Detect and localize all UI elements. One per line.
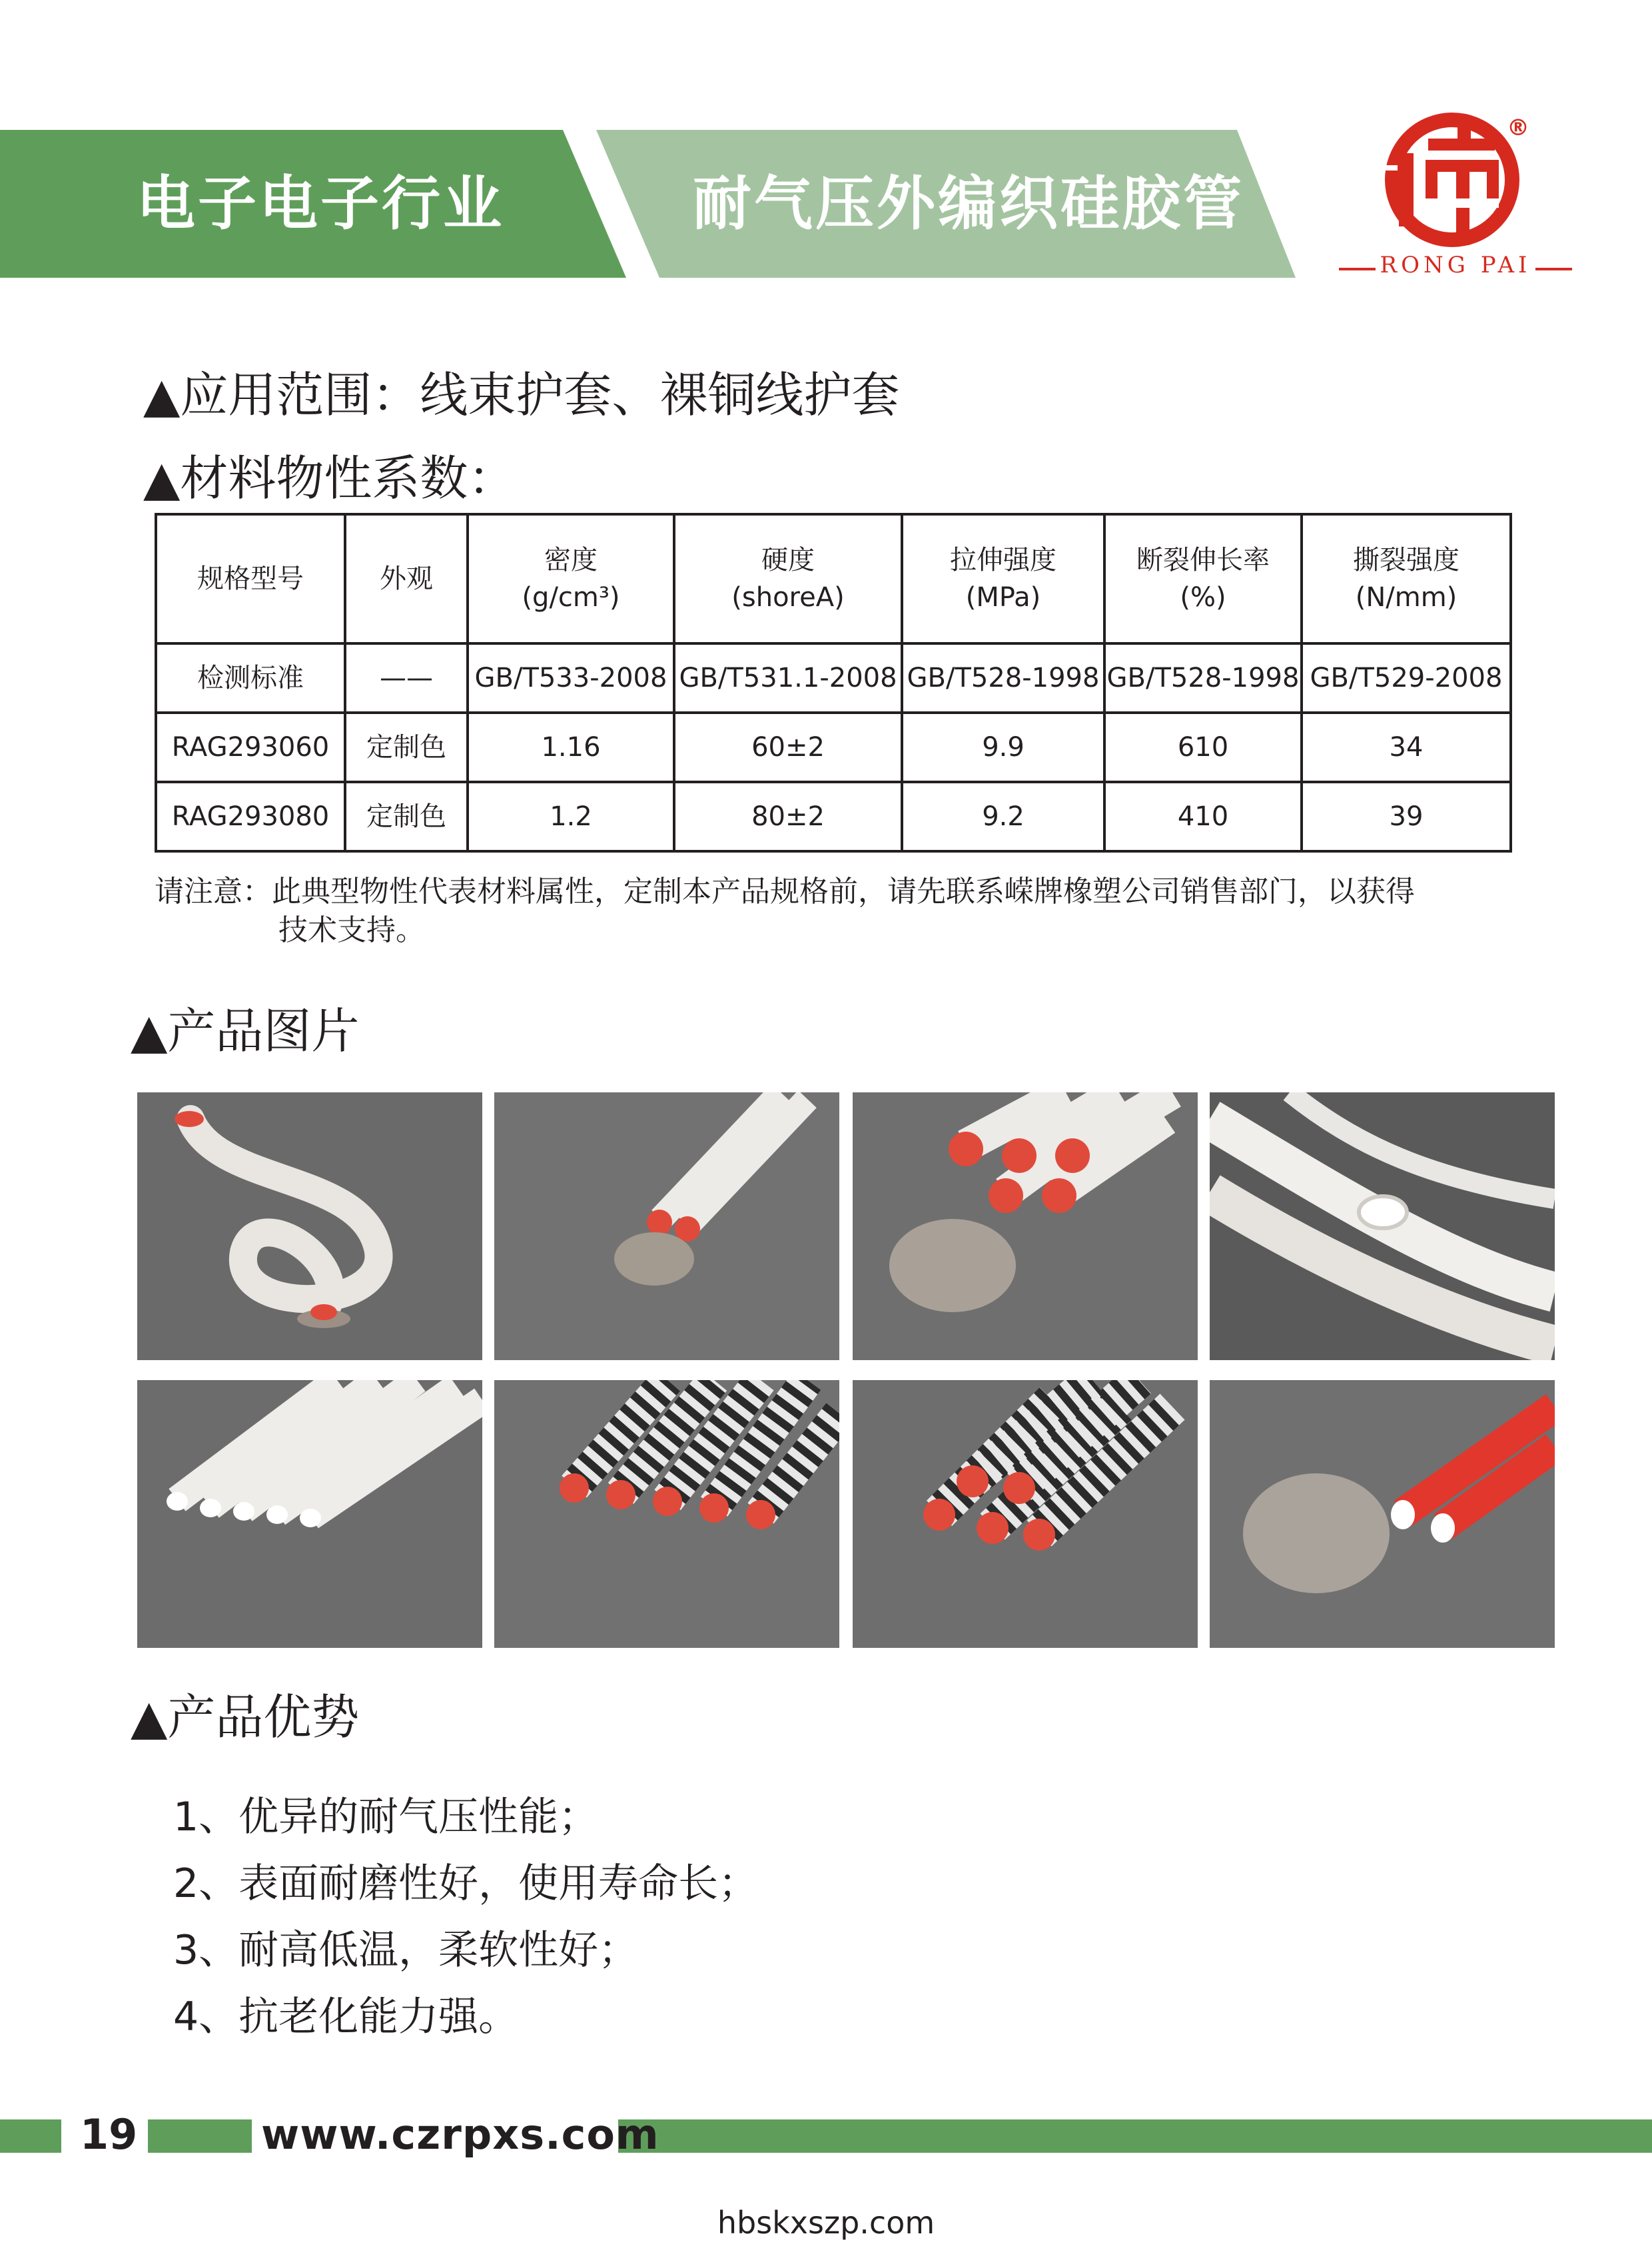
table-cell: 检测标准 xyxy=(156,643,345,713)
industry-title: 电子电子行业 xyxy=(137,169,505,238)
table-cell: 1.2 xyxy=(468,782,674,851)
table-cell: 610 xyxy=(1104,713,1302,782)
product-title: 耐气压外编织硅胶管 xyxy=(693,169,1245,238)
material-heading: ▲材料物性系数： xyxy=(143,450,516,506)
application-heading: ▲应用范围：线束护套、裸铜线护套 xyxy=(143,367,900,423)
product-photo-8 xyxy=(1210,1380,1555,1648)
table-cell: 410 xyxy=(1104,782,1302,851)
table-cell: GB/T528-1998 xyxy=(902,643,1104,713)
table-cell: GB/T528-1998 xyxy=(1104,643,1302,713)
note-text-continued: 技术支持。 xyxy=(278,913,425,947)
header-cell: 硬度 (shoreA) xyxy=(674,514,902,643)
advantage-item: 3、耐高低温，柔软性好； xyxy=(173,1927,639,1974)
product-photo-1 xyxy=(137,1092,482,1360)
product-photo-4 xyxy=(1210,1092,1555,1360)
product-photo-7 xyxy=(853,1380,1198,1648)
table-cell: 定制色 xyxy=(345,782,468,851)
table-cell: RAG293060 xyxy=(156,713,345,782)
table-cell: RAG293080 xyxy=(156,782,345,851)
table-cell: 60±2 xyxy=(674,713,902,782)
footer-bar-right xyxy=(618,2119,1652,2153)
table-cell: 80±2 xyxy=(674,782,902,851)
bottom-url: hbskxszp.com xyxy=(717,2205,935,2241)
advantage-item: 2、表面耐磨性好，使用寿命长； xyxy=(173,1860,759,1907)
table-cell: 1.16 xyxy=(468,713,674,782)
table-cell: GB/T529-2008 xyxy=(1302,643,1511,713)
header-cell: 断裂伸长率 (%) xyxy=(1104,514,1302,643)
footer-bar-middle xyxy=(148,2119,252,2153)
table-cell: 9.9 xyxy=(902,713,1104,782)
product-photo-5 xyxy=(137,1380,482,1648)
product-photo-3 xyxy=(853,1092,1198,1360)
product-photo-2 xyxy=(494,1092,839,1360)
footer-website-link[interactable]: www.czrpxs.com xyxy=(261,2110,659,2159)
photos-heading: ▲产品图片 xyxy=(131,1003,360,1059)
table-cell: 34 xyxy=(1302,713,1511,782)
table-row xyxy=(156,713,1511,782)
table-cell: 39 xyxy=(1302,782,1511,851)
table-row xyxy=(156,643,1511,713)
registered-mark: ® xyxy=(1507,115,1529,141)
spec-table xyxy=(155,513,1512,853)
table-header-row xyxy=(156,514,1511,643)
header-cell: 拉伸强度 (MPa) xyxy=(902,514,1104,643)
table-cell: 9.2 xyxy=(902,782,1104,851)
table-cell: 定制色 xyxy=(345,713,468,782)
logo-text: RONG PAI xyxy=(1380,252,1531,278)
advantage-item: 1、优异的耐气压性能； xyxy=(173,1794,599,1840)
footer-bar-left xyxy=(0,2119,61,2153)
product-photo-6 xyxy=(494,1380,839,1648)
advantage-item: 4、抗老化能力强。 xyxy=(173,1994,519,2040)
header-cell: 撕裂强度 (N/mm) xyxy=(1302,514,1511,643)
page-number: 19 xyxy=(80,2110,138,2159)
table-cell: GB/T533-2008 xyxy=(468,643,674,713)
table-row xyxy=(156,782,1511,851)
header-cell: 规格型号 xyxy=(156,514,345,643)
note-text: 请注意：此典型物性代表材料属性，定制本产品规格前，请先联系嵘牌橡塑公司销售部门，以获得 xyxy=(155,875,1415,909)
header-cell: 外观 xyxy=(345,514,468,643)
table-cell: GB/T531.1-2008 xyxy=(674,643,902,713)
header-cell: 密度 (g/cm³) xyxy=(468,514,674,643)
advantages-heading: ▲产品优势 xyxy=(131,1689,360,1745)
table-cell: —— xyxy=(345,643,468,713)
